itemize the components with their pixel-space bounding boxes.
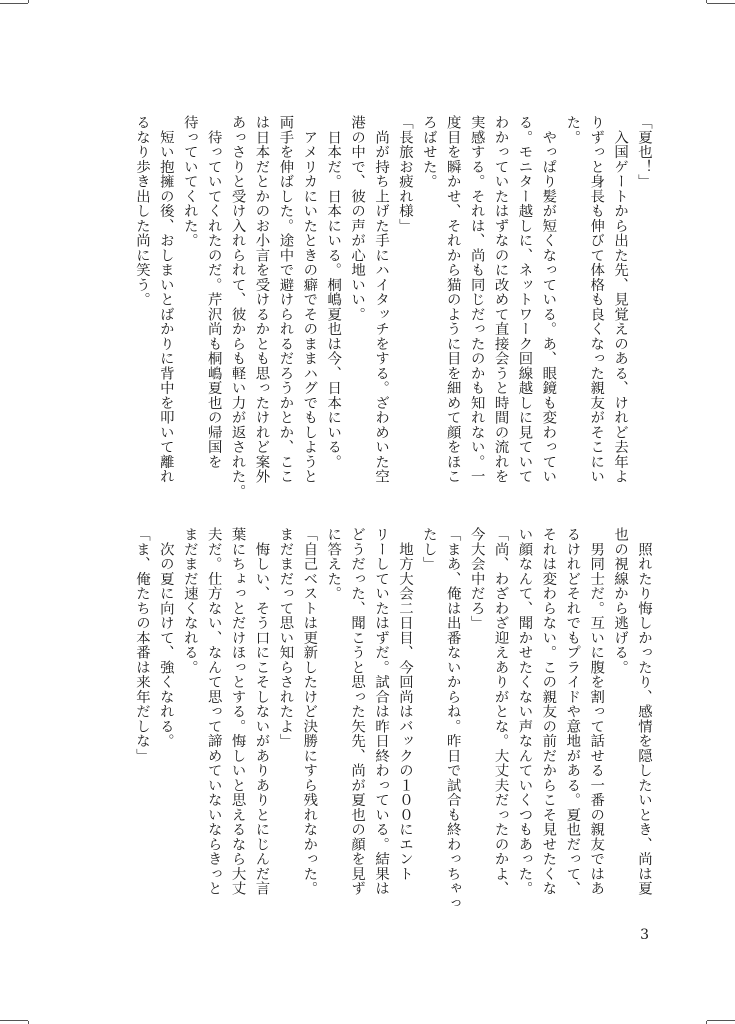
text-column: 尚が持ち上げた手にハイタッチをする。ざわめいた空: [373, 115, 390, 484]
text-column: 悔しい、そう口にこそしないがありありとにじんだ言: [253, 527, 270, 896]
text-column: わかっていたはずなのに改めて直接会うと時間の流れを: [492, 115, 509, 484]
text-column: 「夏也！」: [636, 115, 652, 189]
text-column: どうだった、聞こうと思った矢先、尚が夏也の顔を見ず: [349, 527, 366, 896]
text-column: 実感する。それは、尚も同じだったのかも知れない。一: [468, 115, 485, 484]
text-column: 男同士だ。互いに腹を割って話せる一番の親友ではあ: [588, 527, 605, 896]
text-column: 地方大会二日目、今回尚はバックの１００にエント: [396, 527, 413, 881]
text-column: い顔なんて、聞かせたくない声なんていくつもあった。: [516, 527, 533, 896]
text-column: まだまだって思い知らされたよ」: [277, 527, 294, 749]
text-column: に答えた。: [325, 527, 342, 601]
crop-mark: [0, 3, 28, 4]
text-column: まだまだ速くなれる。: [181, 527, 198, 675]
text-column: りずっと身長も伸びて体格も良くなった親友がそこにい: [588, 115, 605, 484]
text-column: 葉にちょっとだけほっとする。悔しいと思えるなら大丈: [229, 527, 246, 896]
text-column: 今大会中だろ」: [468, 527, 485, 631]
text-column: 待っていてくれたのだ。芹沢尚も桐嶋夏也の帰国を: [205, 115, 222, 469]
text-column: 度目を瞬かせ、それから猫のように目を細めて顔をほこ: [444, 115, 461, 484]
page-number: 3: [640, 927, 649, 943]
upper-text-block: [129, 115, 655, 515]
text-column: る。モニター越しに、ネットワーク回線越しに見ていて: [516, 115, 533, 484]
crop-mark: [707, 1020, 735, 1021]
text-column: あっさりと受け入れられて、彼からも軽い力が返された。: [229, 115, 246, 499]
text-column: リーしていたはずだ。試合は昨日終わっている。結果は: [373, 527, 390, 896]
text-column: 「ま、俺たちの本番は来年だしな」: [133, 527, 150, 763]
text-column: 「自己ベストは更新したけど決勝にすら残れなかった。: [301, 527, 318, 896]
text-column: 「尚、わざわざ迎えありがとな。大丈夫だったのかよ、: [492, 527, 509, 896]
lower-text-block: [129, 527, 655, 927]
text-column: やっぱり髪が短くなっている。あ、眼鏡も変わってい: [540, 115, 557, 484]
text-column: た。: [564, 115, 581, 145]
text-column: 「まあ、俺は出番ないからね。昨日で試合も終わっちゃっ: [444, 527, 461, 911]
text-column: 入国ゲートから出た先、見覚えのある、けれど去年よ: [612, 115, 629, 484]
text-column: 夫だ。仕方ない、なんて思って諦めていないならきっと: [205, 527, 222, 896]
text-column: は日本だとかのお小言を受けるかとも思ったけれど案外: [253, 115, 270, 484]
text-column: るけれどそれでもプライドや意地がある。夏也だって、: [564, 527, 581, 896]
text-column: 港の中で、彼の声が心地いい。: [349, 115, 366, 322]
text-column: 照れたり悔しかったり、感情を隠したいとき、尚は夏: [636, 527, 652, 896]
text-column: 也の視線から逃げる。: [612, 527, 629, 675]
text-column: るなり歩き出した尚に笑う。: [133, 115, 150, 307]
text-column: 日本だ。日本にいる。桐嶋夏也は今、日本にいる。: [325, 115, 342, 469]
text-column: 「長旅お疲れ様」: [396, 115, 413, 233]
text-column: それは変わらない。この親友の前だからこそ見せたくな: [540, 527, 557, 896]
text-column: 次の夏に向けて、強くなれる。: [157, 527, 174, 749]
text-column: 待っていてくれた。: [181, 115, 198, 248]
crop-mark: [28, 0, 29, 3]
crop-mark: [706, 0, 707, 3]
text-column: ろばせた。: [420, 115, 437, 189]
crop-mark: [707, 3, 735, 4]
text-column: アメリカにいたときの癖でそのままハグでもしようと: [301, 115, 318, 484]
crop-mark: [0, 1020, 28, 1021]
text-column: たし」: [420, 527, 437, 572]
text-column: 両手を伸ばした。途中で避けられるだろうかとか、ここ: [277, 115, 294, 484]
text-column: 短い抱擁の後、おしまいとばかりに背中を叩いて離れ: [157, 115, 174, 484]
